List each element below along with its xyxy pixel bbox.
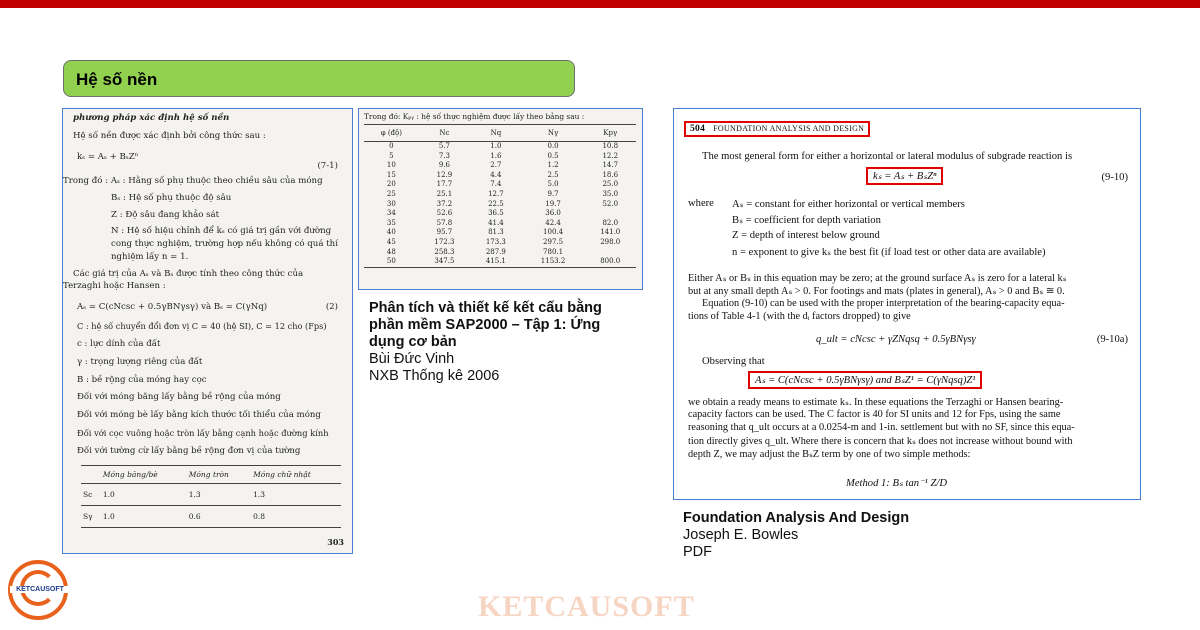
equation: Method 1: Bₛ tan⁻¹ Z/D	[846, 478, 947, 489]
table-cell: 82.0	[602, 218, 619, 227]
page-number: 504	[690, 124, 706, 134]
paragraph-line: we obtain a ready means to estimate kₛ. In these equations the Terzaghi or Hansen bearing-	[688, 397, 1064, 408]
table-cell: 287.9	[485, 247, 506, 256]
table-cell: 12.2	[602, 151, 619, 160]
table-cell: 40	[386, 228, 396, 237]
table-cell: 81.3	[488, 228, 504, 237]
table-row	[364, 152, 636, 162]
highlighted-equation: kₛ = Aₛ + BₛZⁿ	[866, 167, 943, 185]
scan-panel-factor-table	[358, 108, 643, 290]
table-cell: 1.6	[490, 151, 502, 160]
page-number: 303	[327, 537, 344, 547]
table-row	[364, 209, 636, 219]
table-cell: 1.3	[251, 484, 341, 506]
table-cell: 347.5	[419, 257, 470, 267]
table-cell: 9.6	[438, 161, 450, 170]
table-cell: 25.0	[602, 180, 619, 189]
paragraph-line: tions of Table 4-1 (with the dᵢ factors dropped) to give	[688, 311, 911, 322]
equation-number: (2)	[325, 302, 338, 312]
table-cell: 7.3	[438, 151, 450, 160]
table-cell: 19.7	[545, 199, 561, 208]
highlighted-equation: Aₛ = C(cNcsc + 0.5γBNγsγ) and BₛZ¹ = C(γNqsq)Z¹	[748, 371, 982, 389]
shape-factor-table	[81, 465, 341, 528]
table-cell: 9.7	[547, 189, 559, 198]
ketcausoft-logo	[8, 560, 68, 620]
paragraph-line: depth Z, we may adjust the BₛZ term by one of two simple methods:	[688, 449, 971, 460]
scan-panel-vietnamese-text	[62, 108, 353, 554]
table-cell: 172.3	[434, 237, 455, 246]
table-cell: 34	[386, 209, 396, 218]
book2-title: Foundation Analysis And Design	[683, 510, 910, 526]
table-cell: 10.8	[602, 142, 619, 150]
scan-line: Đối với móng bè lấy bằng kích thước tối thiểu của móng	[77, 410, 321, 420]
table-cell: 297.5	[543, 237, 564, 246]
table-cell: 50	[364, 257, 419, 267]
scan-line: γ : trọng lượng riêng của đất	[77, 357, 203, 367]
paragraph-line: but at any small depth Aₛ > 0. For footings and mats (plates in general), Aₛ > 0 and Bₛ ≅ 0.	[688, 286, 1065, 297]
table-cell: 36.5	[488, 209, 504, 218]
page-header	[684, 121, 870, 137]
table-header: Móng băng/bè	[101, 466, 187, 484]
logo-text: KETCAUSOFT	[10, 586, 70, 593]
scan-line: nghiệm lấy n = 1.	[111, 252, 189, 262]
table-cell: 10	[386, 161, 396, 170]
table-cell: Sγ	[81, 506, 101, 528]
table-cell: 0.6	[187, 506, 251, 528]
table-row	[364, 257, 636, 267]
definition-line: Bₛ = coefficient for depth variation	[732, 215, 881, 226]
table-cell: 2.5	[547, 170, 559, 179]
table-row	[81, 484, 341, 506]
scan-line: Hệ số nền được xác định bởi công thức sau :	[73, 131, 266, 141]
table-header: Nq	[470, 125, 521, 142]
table-cell: 17.7	[436, 180, 453, 189]
table-header: Kpγ	[585, 125, 637, 142]
table-cell: 5	[389, 151, 394, 160]
table-cell: 25.1	[436, 189, 453, 198]
book2-author: Joseph E. Bowles	[683, 527, 799, 543]
table-row	[81, 506, 341, 528]
paragraph-line: reasoning that q_ult occurs at a 0.0254-m and 1-in. settlement but with no SF, since this equa-	[688, 422, 1075, 433]
table-cell: 1.0	[101, 484, 187, 506]
table-cell: 35.0	[602, 189, 619, 198]
table-cell: 15	[386, 170, 396, 179]
paragraph-line: The most general form for either a horizontal or lateral modulus of subgrade reaction is	[702, 151, 1073, 162]
table-header	[81, 466, 101, 484]
scan-line: Đối với tường cừ lấy bằng bề rộng đơn vị của tường	[77, 446, 301, 456]
definition-line: n = exponent to give kₛ the best fit (if load test or other data are available)	[732, 247, 1046, 258]
scan-line: kₛ = Aₛ + BₛZⁿ	[77, 152, 139, 162]
scan-line: C : hệ số chuyển đổi đơn vị C = 40 (hệ SI), C = 12 cho (Fps)	[77, 321, 327, 331]
table-cell: 298.0	[600, 237, 621, 246]
table-cell: 20	[386, 180, 396, 189]
table-cell: 22.5	[488, 199, 504, 208]
table-cell: 0	[389, 142, 394, 150]
table-cell: 100.4	[543, 228, 564, 237]
table-cell: 45	[386, 237, 396, 246]
table-header: Nγ	[522, 125, 585, 142]
definition-line: Z = depth of interest below ground	[732, 230, 880, 241]
table-header: Nc	[419, 125, 470, 142]
table-cell	[585, 209, 637, 219]
table-cell: 30	[386, 199, 396, 208]
table-cell: 37.2	[436, 199, 453, 208]
table-header: Móng chữ nhật	[251, 466, 341, 484]
table-cell: 5.0	[547, 180, 559, 189]
watermark: KETCAUSOFT	[478, 590, 695, 623]
paragraph-line: Observing that	[702, 356, 765, 367]
scan-line: Các giá trị của Aₛ và Bₛ được tính theo công thức của	[73, 269, 304, 279]
table-header: φ (độ)	[364, 125, 419, 142]
slide-title: Hệ số nền	[63, 60, 575, 97]
scan-line: Terzaghi hoặc Hansen :	[63, 281, 166, 291]
table-row	[364, 228, 636, 238]
equation: q_ult = cNcsc + γZNqsq + 0.5γBNγsγ	[816, 334, 976, 345]
equation-number: (9-10)	[1101, 172, 1128, 183]
table-cell: 0.0	[547, 142, 559, 150]
table-cell: 48	[386, 247, 396, 256]
table-header: Móng tròn	[187, 466, 251, 484]
scan-line: Z : Độ sâu đang khảo sát	[111, 210, 220, 220]
table-cell: 18.6	[602, 170, 619, 179]
table-cell: 36.0	[545, 209, 561, 218]
table-cell: 141.0	[600, 228, 621, 237]
table-cell: 42.4	[545, 218, 561, 227]
table-cell: 52.0	[602, 199, 619, 208]
scan-line: Aₛ = C(cNcsc + 0.5γBNγsγ) và Bₛ = C(γNq)	[77, 302, 268, 312]
table-cell: 258.3	[434, 247, 455, 256]
scan-line: Trong đó : Aₛ : Hằng số phụ thuộc theo chiều sâu của móng	[63, 176, 323, 186]
table-cell: Sc	[81, 484, 101, 506]
table-cell: 800.0	[585, 257, 637, 267]
table-cell: 780.1	[543, 247, 564, 256]
table-cell: 52.6	[436, 209, 453, 218]
table-row	[364, 142, 636, 152]
scan-line: Bₛ : Hệ số phụ thuộc độ sâu	[111, 193, 232, 203]
paragraph-line: Either Aₛ or Bₛ in this equation may be zero; at the ground surface Aₛ is zero for a lateral kₛ	[688, 273, 1067, 284]
table-cell: 95.7	[436, 228, 453, 237]
where-label: where	[688, 198, 714, 209]
table-cell: 1.3	[187, 484, 251, 506]
table-cell: 173.3	[485, 237, 506, 246]
table-cell	[585, 248, 637, 258]
scan-line: N : Hệ số hiệu chỉnh để kₛ có giá trị gần với đường	[111, 226, 332, 236]
scan-line: c : lực dính của đất	[77, 339, 161, 349]
table-cell: 415.1	[470, 257, 521, 267]
table-cell: 57.8	[436, 218, 453, 227]
table-row	[364, 248, 636, 258]
header-text: FOUNDATION ANALYSIS AND DESIGN	[713, 124, 865, 133]
table-cell: 5.7	[438, 142, 450, 150]
table-cell: 12.9	[436, 170, 453, 179]
table-cell: 1.0	[101, 506, 187, 528]
table-row	[364, 200, 636, 210]
book1-title: Phân tích và thiết kế kết cấu bằng phần mềm SAP2000 – Tập 1: Ứng dụng cơ bản	[369, 300, 602, 350]
table-row	[364, 180, 636, 190]
table-cell: 35	[386, 218, 396, 227]
table-cell: 4.4	[490, 170, 502, 179]
top-accent-bar	[0, 0, 1200, 8]
table-cell: 2.7	[490, 161, 502, 170]
table-row	[364, 238, 636, 248]
scan-panel-bowles-page	[673, 108, 1141, 500]
equation-number: (9-10a)	[1096, 334, 1128, 345]
table-cell: 1.2	[547, 161, 559, 170]
table-cell: 7.4	[490, 180, 502, 189]
scan-line: phương pháp xác định hệ số nền	[73, 113, 230, 123]
bearing-capacity-table	[364, 124, 636, 268]
book1-publisher: NXB Thống kê 2006	[369, 368, 500, 384]
table-row	[364, 171, 636, 181]
scan-line: cong thực nghiệm, trường hợp nếu không có quá thí	[111, 239, 338, 249]
table-cell: 0.5	[547, 151, 559, 160]
book1-author: Bùi Đức Vinh	[369, 351, 455, 367]
table-cell: 1.0	[490, 142, 502, 150]
paragraph-line: capacity factors can be used. The C factor is 40 for SI units and 12 for Fps, using the same	[688, 409, 1061, 420]
table-row	[364, 161, 636, 171]
paragraph-line: Equation (9-10) can be used with the proper interpretation of the bearing-capacity equa-	[702, 298, 1065, 309]
table-cell: 0.8	[251, 506, 341, 528]
book1-caption	[369, 300, 639, 385]
table-cell: 14.7	[602, 161, 619, 170]
table-row	[364, 219, 636, 229]
equation-number: (7-1)	[317, 161, 338, 171]
table-row	[364, 190, 636, 200]
table-cell: 1153.2	[522, 257, 585, 267]
scan-line: B : bề rộng của móng hay cọc	[77, 375, 207, 385]
table-cell: 25	[386, 189, 396, 198]
scan-line: Đối với cọc vuông hoặc tròn lấy bằng cạnh hoặc đường kính	[77, 428, 329, 438]
paragraph-line: tion directly gives q_ult. Where there is concern that kₛ does not increase without bound with	[688, 436, 1073, 447]
table-cell: 41.4	[488, 218, 504, 227]
book2-caption	[683, 510, 1083, 561]
book2-format: PDF	[683, 544, 712, 560]
table-cell: 12.7	[488, 189, 504, 198]
definition-line: Aₛ = constant for either horizontal or vertical members	[732, 199, 965, 210]
table-caption: Trong đó: Kₚᵧ : hệ số thực nghiệm được lấy theo bảng sau :	[364, 112, 585, 121]
scan-line: Đối với móng băng lấy bằng bề rộng của móng	[77, 392, 281, 402]
